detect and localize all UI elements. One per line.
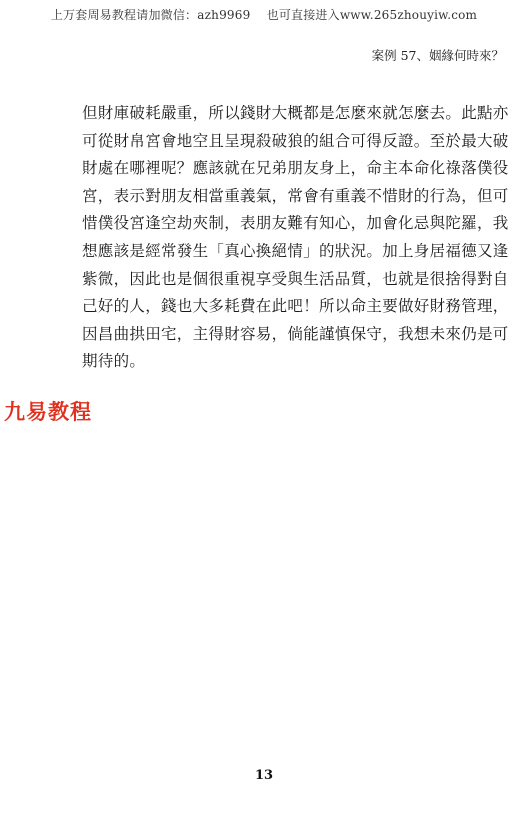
body-line: 己好的人，錢也大多耗費在此吧！所以命主要做好財務管理， — [82, 297, 509, 316]
body-line: 財處在哪裡呢？應該就在兄弟朋友身上，命主本命化祿落僕役 — [82, 159, 509, 178]
body-line: 想應該是經常發生「真心換絕情」的狀況。加上身居福德又逢 — [82, 241, 509, 260]
top-banner: 上万套周易教程请加微信：azh9969 也可直接进入www.265zhouyiw.com — [50, 8, 478, 22]
body-line: 可從財帛宮會地空且呈現殺破狼的組合可得反證。至於最大破 — [82, 131, 509, 150]
body-line: 因昌曲拱田宅，主得財容易，倘能謹慎保守，我想未來仍是可 — [82, 324, 509, 343]
body-text — [82, 100, 509, 376]
body-line: 期待的。 — [82, 352, 146, 371]
running-header: 案例 57、姻緣何時來？ — [371, 48, 504, 63]
watermark-logo: 九易教程 — [4, 400, 92, 424]
body-line: 宮，表示對朋友相當重義氣，常會有重義不惜財的行為，但可 — [82, 186, 509, 205]
body-line: 紫微，因此也是個很重視享受與生活品質，也就是很捨得對自 — [82, 269, 509, 288]
body-line: 惜僕役宮逢空劫夾制，表朋友難有知心，加會化忌與陀羅，我 — [82, 214, 509, 233]
body-line: 但財庫破耗嚴重，所以錢財大概都是怎麼來就怎麼去。此點亦 — [82, 104, 509, 122]
page-number: 13 — [254, 768, 274, 783]
